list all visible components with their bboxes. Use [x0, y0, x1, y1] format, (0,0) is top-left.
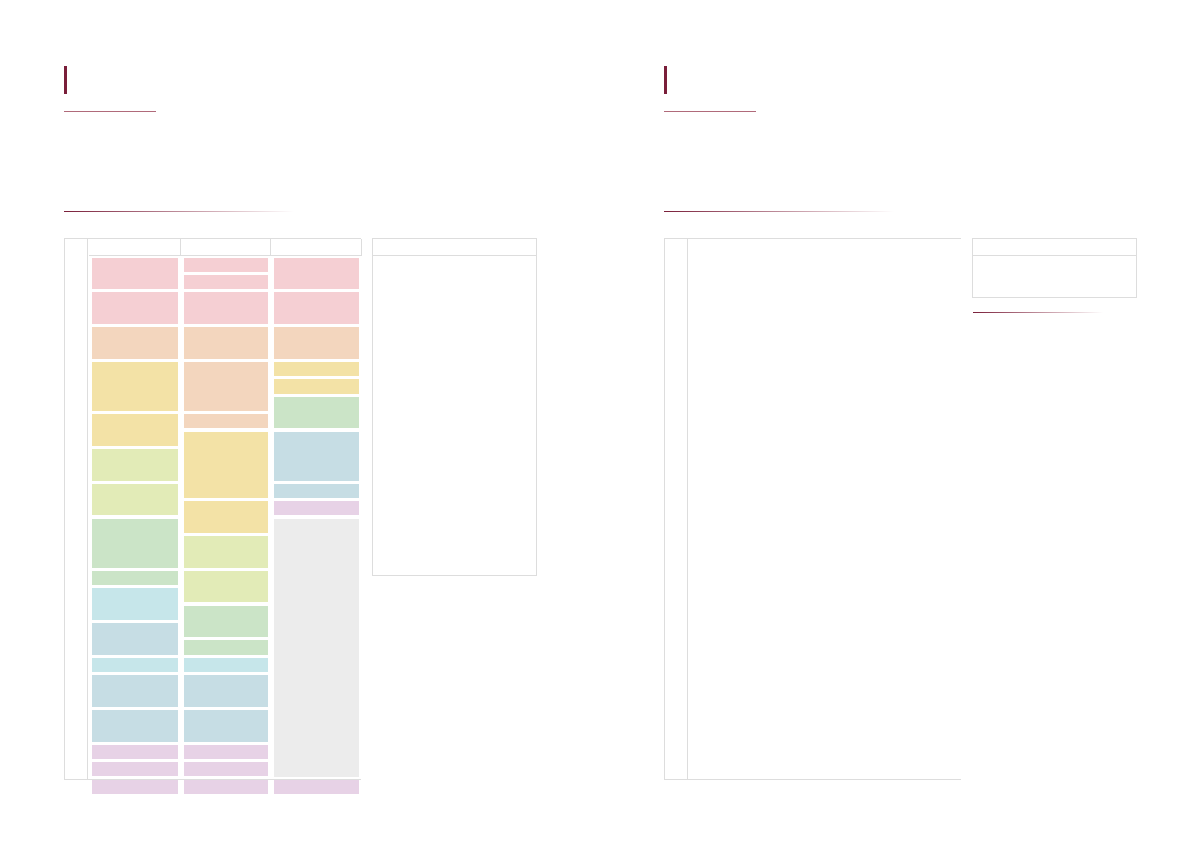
subject-cell: [184, 571, 268, 603]
year-header: [181, 239, 271, 256]
aim-title: [664, 108, 756, 112]
subject-cell: [184, 606, 268, 638]
subject-cell: [92, 258, 178, 290]
curriculum-title: [64, 207, 294, 216]
subject-cell: [274, 327, 359, 359]
subject-cell: [92, 519, 178, 568]
subject-cell: [92, 588, 178, 620]
subject-cell: [92, 327, 178, 359]
subject-cell: [92, 484, 178, 516]
subject-cell: [92, 745, 178, 759]
subject-cell: [184, 780, 268, 794]
section-header: [64, 66, 77, 94]
curriculum-grid: [664, 238, 961, 780]
subject-cell: [274, 362, 359, 376]
events-list: [973, 330, 1133, 333]
subject-cell: [274, 501, 359, 515]
subject-cell: [92, 710, 178, 742]
subject-cell: [92, 762, 178, 776]
curriculum-grid: [64, 238, 361, 780]
subject-cell: [184, 640, 268, 654]
subject-cell: [184, 362, 268, 411]
year-header: [271, 239, 362, 256]
year-header: [89, 239, 181, 256]
subject-cell: [92, 414, 178, 446]
subject-cell: [184, 536, 268, 568]
subject-cell: [184, 675, 268, 707]
subject-cell: [184, 414, 268, 428]
subject-cell: [184, 710, 268, 742]
subject-cell: [92, 362, 178, 411]
subject-cell: [92, 658, 178, 672]
subject-cell: [274, 780, 359, 794]
subject-cell: [184, 327, 268, 359]
subject-cell: [184, 292, 268, 324]
section-header: [664, 66, 677, 94]
subject-cell: [92, 675, 178, 707]
subject-cell: [274, 379, 359, 393]
subject-cell: [274, 519, 359, 777]
subject-cell: [274, 484, 359, 498]
subject-cell: [184, 501, 268, 533]
subject-cell: [92, 780, 178, 794]
elective-box: [972, 238, 1137, 298]
subject-cell: [184, 432, 268, 499]
events-title: [973, 308, 1103, 313]
row-number-column: [665, 239, 688, 779]
subject-cell: [92, 449, 178, 481]
subject-cell: [274, 258, 359, 290]
subject-cell: [184, 762, 268, 776]
subject-cell: [184, 745, 268, 759]
aim-title: [64, 108, 156, 112]
subject-cell: [92, 292, 178, 324]
subject-cell: [184, 275, 268, 289]
elective-header: [973, 239, 1136, 256]
art-course-page: [600, 0, 1200, 848]
subject-cell: [92, 623, 178, 655]
subject-cell: [184, 258, 268, 272]
subject-cell: [274, 432, 359, 481]
elective-header: [373, 239, 536, 256]
subject-cell: [92, 571, 178, 585]
subject-cell: [274, 397, 359, 429]
subject-cell: [184, 658, 268, 672]
elective-box: [372, 238, 537, 576]
curriculum-title: [664, 207, 894, 216]
subject-cell: [274, 292, 359, 324]
row-number-column: [65, 239, 88, 779]
